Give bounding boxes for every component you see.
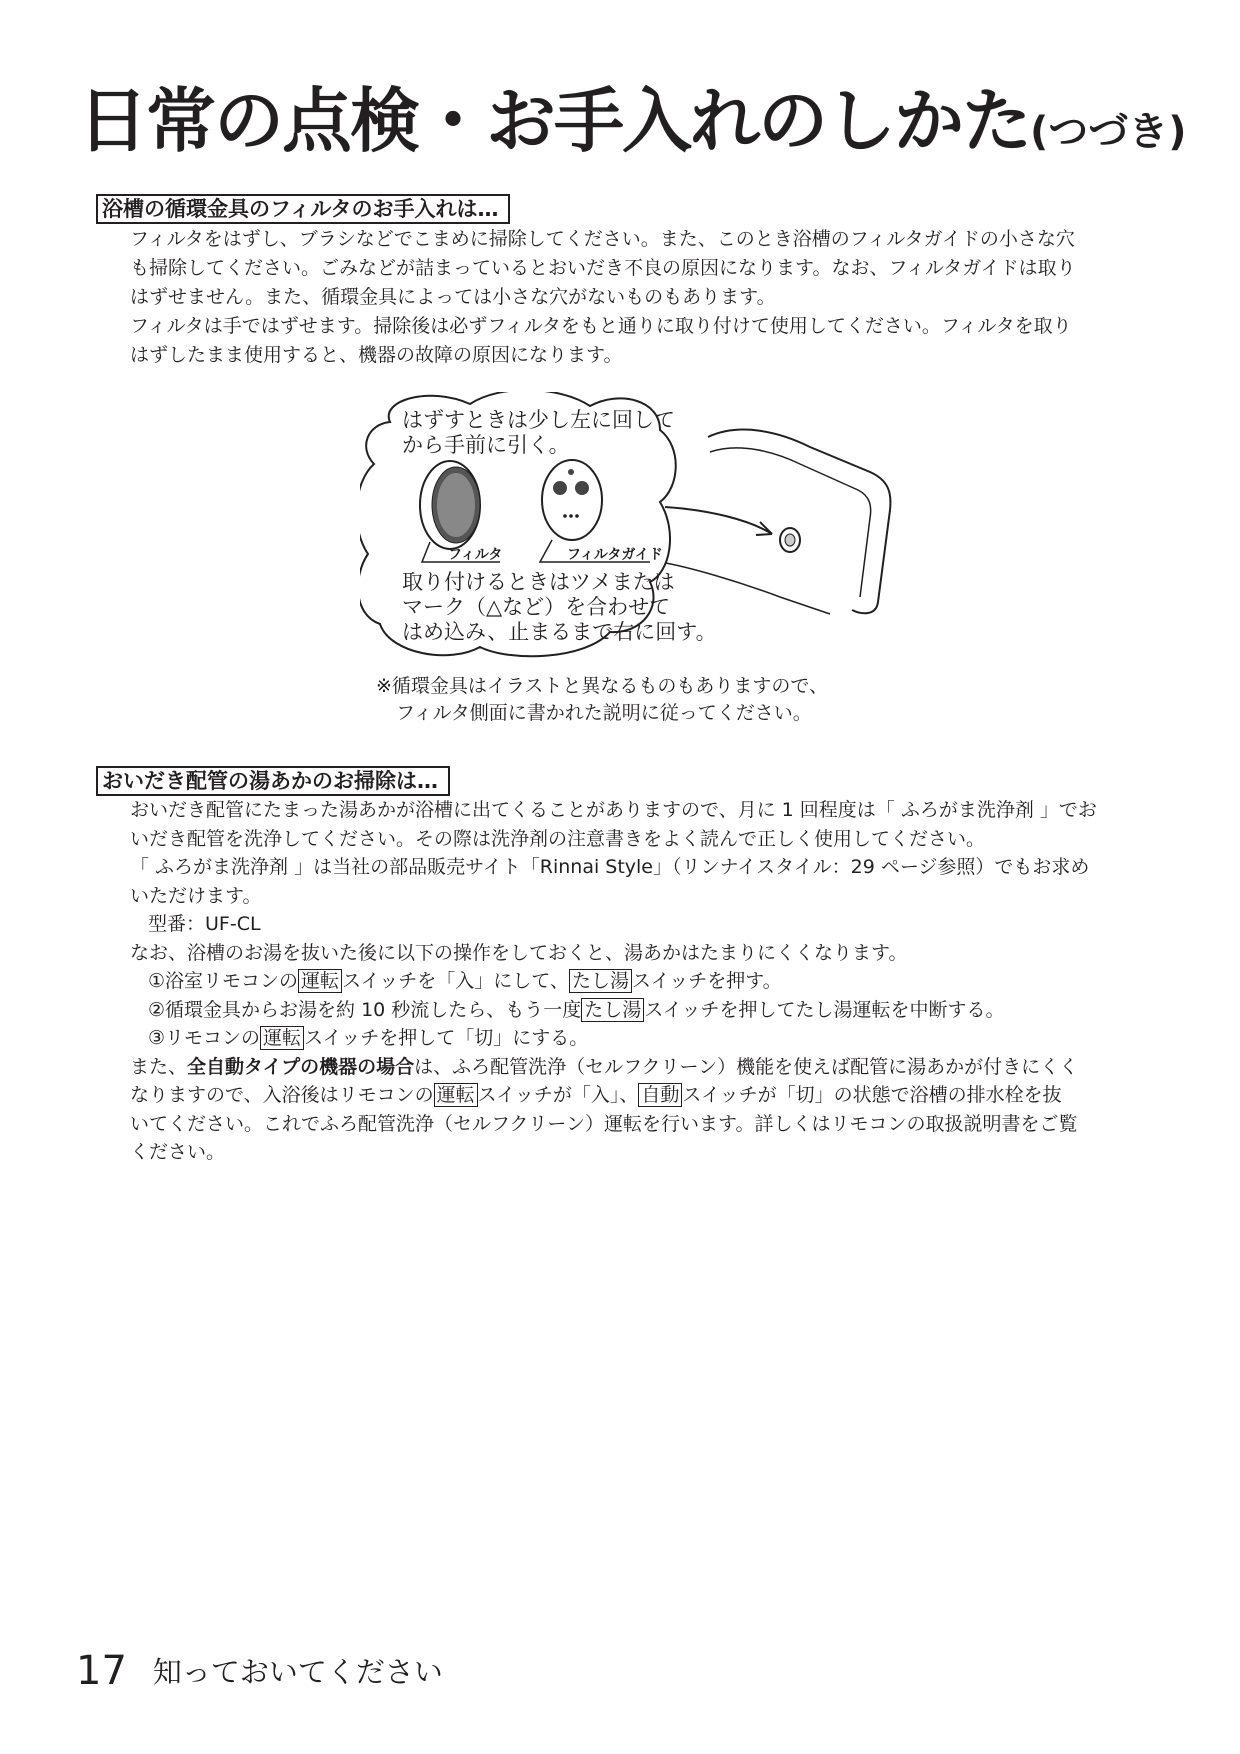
step-text: スイッチを「入」にして、 bbox=[342, 970, 569, 992]
emphasis-text: 全自動タイプの機器の場合 bbox=[187, 1055, 415, 1078]
title-suffix: (つづき) bbox=[1030, 109, 1187, 155]
guide-hole-right bbox=[575, 481, 589, 495]
step-2 bbox=[130, 996, 1170, 1025]
key-unten: 運転 bbox=[434, 1083, 478, 1107]
guide-hole-left bbox=[553, 481, 567, 495]
note-line-2: フィルタ側面に書かれた説明に従ってください。 bbox=[396, 702, 812, 724]
section-heading-piping: おいだき配管の湯あかのお掃除は… bbox=[96, 766, 450, 796]
attach-line-3: はめ込み、止まるまで右に回す。 bbox=[402, 620, 717, 644]
guide-pin bbox=[569, 514, 573, 518]
text-line: いただけます。 bbox=[130, 884, 262, 907]
text-line: いてください。これでふろ配管洗浄（セルフクリーン）運転を行います。詳しくはリモコンの取扱説明書をご覧 bbox=[130, 1112, 1078, 1135]
text-line: 「 ふろがま洗浄剤 」は当社の部品販売サイト「Rinnai Style」（リンナイスタイル：29 ページ参照）でもお求め bbox=[130, 856, 1090, 878]
remove-line-2: から手前に引く。 bbox=[402, 433, 570, 457]
text-line: はずせません。また、循環金具によっては小さな穴がないものもあります。 bbox=[130, 286, 776, 308]
illustration-note bbox=[376, 673, 828, 727]
text-span: また、 bbox=[130, 1055, 188, 1078]
attach-line-1: 取り付けるときはツメまたは bbox=[402, 570, 675, 594]
text-span: なりますので、入浴後はリモコンの bbox=[130, 1084, 434, 1106]
text-line: フィルタをはずし、ブラシなどでこまめに掃除してください。また、このとき浴槽のフィルタガイドの小さな穴 bbox=[130, 228, 1075, 250]
text-line: いだき配管を洗浄してください。その際は洗浄剤の注意書きをよく読んで正しく使用してください。 bbox=[130, 827, 986, 850]
guide-dot bbox=[568, 469, 574, 475]
bathtub-inner bbox=[710, 448, 871, 597]
text-line: おいだき配管にたまった湯あかが浴槽に出てくることがありますので、月に 1 回程度は「 ふろがま洗浄剤 」でお bbox=[130, 799, 1097, 821]
page-footer bbox=[76, 1648, 443, 1694]
text-span: は、ふろ配管洗浄（セルフクリーン）機能を使えば配管に湯あかが付きにくく bbox=[414, 1055, 1079, 1078]
step-text: ①浴室リモコンの bbox=[148, 970, 299, 992]
step-text: スイッチを押してたし湯運転を中断する。 bbox=[644, 998, 1005, 1021]
page-number: 17 bbox=[76, 1648, 127, 1694]
text-line bbox=[130, 1081, 1170, 1110]
text-line: も掃除してください。ごみなどが詰まっているとおいだき不良の原因になります。なお、フィルタガイドは取り bbox=[130, 257, 1076, 279]
bathtub-rim bbox=[708, 430, 890, 614]
step-text: ③リモコンの bbox=[148, 1027, 261, 1049]
key-unten: 運転 bbox=[298, 969, 342, 993]
arrow-icon bbox=[665, 507, 772, 534]
filter-label: フィルタ bbox=[448, 547, 503, 563]
model-number: 型番：UF-CL bbox=[148, 913, 261, 935]
section-heading-filter: 浴槽の循環金具のフィルタのお手入れは… bbox=[96, 194, 510, 224]
filter-guide-label: フィルタガイド bbox=[567, 547, 663, 563]
attach-line-2: マーク（△など）を合わせて bbox=[402, 595, 671, 619]
text-line: フィルタは手ではずせます。掃除後は必ずフィルタをもと通りに取り付けて使用してください。フィルタを取り bbox=[130, 315, 1072, 337]
text-line: ください。 bbox=[130, 1141, 226, 1163]
remove-line-1: はずすときは少し左に回して bbox=[402, 408, 675, 432]
page-title bbox=[78, 78, 1187, 175]
step-text: スイッチを押す。 bbox=[631, 970, 782, 992]
step-text: スイッチを押して「切」にする。 bbox=[304, 1027, 589, 1049]
key-jidou: 自動 bbox=[638, 1083, 682, 1107]
note-line-1: ※循環金具はイラストと異なるものもありますので、 bbox=[376, 675, 828, 697]
text-line: はずしたまま使用すると、機器の故障の原因になります。 bbox=[130, 344, 623, 366]
step-1 bbox=[130, 967, 1170, 996]
section-body-filter bbox=[130, 225, 1170, 370]
text-span: スイッチが「切」の状態で浴槽の排水栓を抜 bbox=[682, 1084, 1062, 1106]
text-line bbox=[130, 1053, 1170, 1082]
attach-instruction bbox=[402, 570, 717, 645]
key-tashiyu: たし湯 bbox=[581, 998, 644, 1022]
step-3 bbox=[130, 1024, 1170, 1053]
remove-instruction bbox=[402, 408, 675, 458]
title-main: 日常の点検・お手入れのしかた bbox=[78, 80, 1030, 162]
fitting-center bbox=[785, 534, 795, 546]
guide-pin bbox=[563, 514, 567, 518]
filter-illustration bbox=[360, 392, 900, 662]
text-span: スイッチが「入」、 bbox=[477, 1084, 639, 1106]
key-tashiyu: たし湯 bbox=[569, 969, 632, 993]
section-body-piping bbox=[130, 796, 1170, 1167]
filter-mesh-inner bbox=[437, 473, 475, 537]
step-text: ②循環金具からお湯を約 10 秒流したら、もう一度 bbox=[148, 998, 582, 1021]
footer-label: 知っておいてください bbox=[152, 1655, 443, 1689]
text-line: なお、浴槽のお湯を抜いた後に以下の操作をしておくと、湯あかはたまりにくくなります。 bbox=[130, 941, 908, 964]
guide-pin bbox=[575, 514, 579, 518]
key-unten: 運転 bbox=[260, 1026, 304, 1050]
